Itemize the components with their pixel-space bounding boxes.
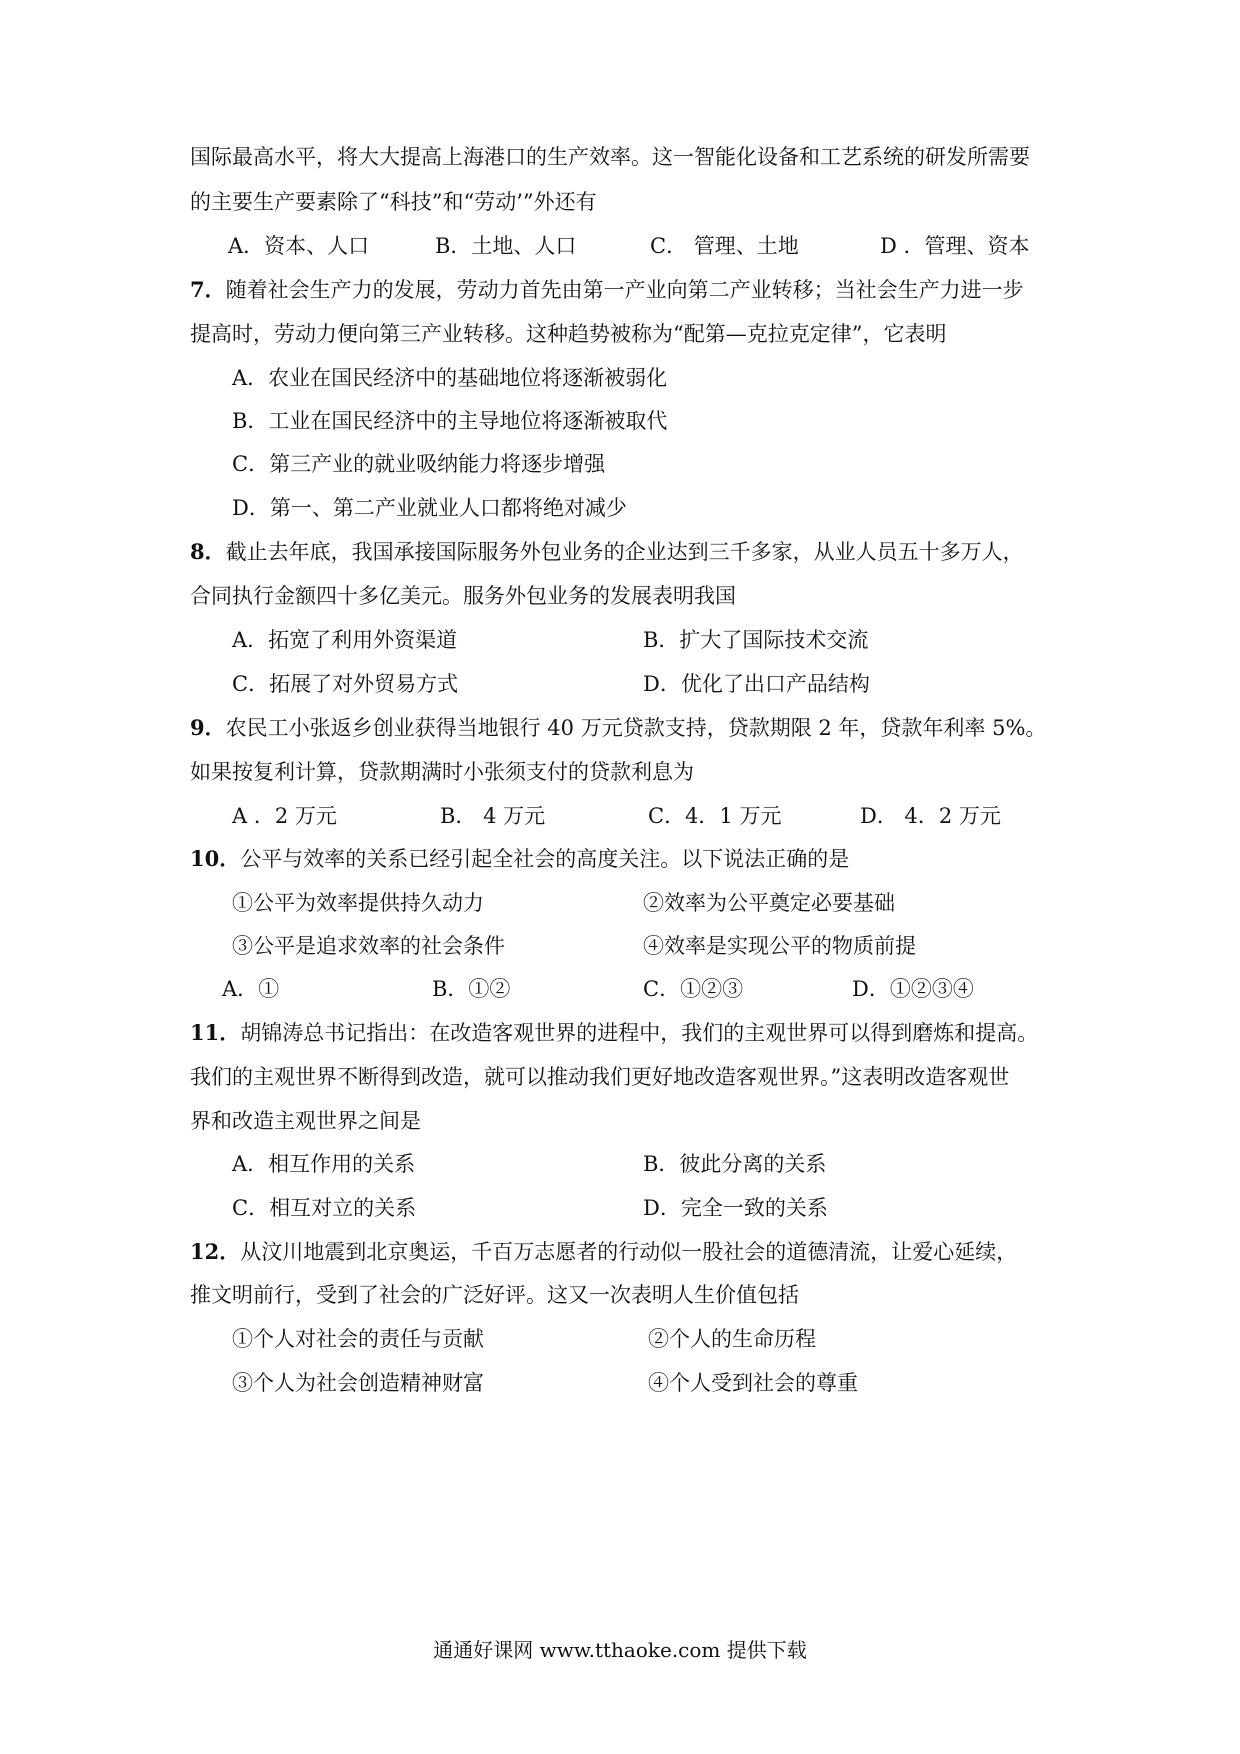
q10-statement-1: ①公平为效率提供持久动力	[232, 891, 484, 915]
q9-option-b: B． 4 万元	[440, 804, 546, 828]
q6-option-a: A．资本、人口	[228, 234, 370, 258]
q7-option-a: A．农业在国民经济中的基础地位将逐渐被弱化	[232, 366, 668, 390]
q11-option-a: A．相互作用的关系	[232, 1152, 416, 1176]
q10-statement-2: ②效率为公平奠定必要基础	[643, 891, 895, 915]
q7-option-d: D．第一、第二产业就业人口都将绝对减少	[232, 496, 627, 520]
q11-option-b: B．彼此分离的关系	[643, 1152, 827, 1176]
q10-statement-4: ④效率是实现公平的物质前提	[643, 934, 916, 958]
q7-option-c: C．第三产业的就业吸纳能力将逐步增强	[232, 452, 606, 476]
q10-option-b: B．①②	[432, 977, 511, 1001]
q9-option-c: C．4．1 万元	[648, 804, 782, 828]
q6-option-c: C． 管理、土地	[650, 234, 799, 258]
q11-line1	[190, 1019, 1038, 1047]
q6-option-b: B．土地、人口	[435, 234, 577, 258]
q8-text: 截止去年底，我国承接国际服务外包业务的企业达到三千多家，从业人员五十多万人，	[225, 540, 1024, 564]
q12-line2: 推文明前行，受到了社会的广泛好评。这又一次表明人生价值包括	[190, 1283, 799, 1307]
q10-option-a: A．①	[222, 977, 280, 1001]
q10-statement-3: ③公平是追求效率的社会条件	[232, 934, 505, 958]
q12-statement-1: ①个人对社会的责任与贡献	[232, 1327, 484, 1351]
q7-line1	[190, 276, 1024, 304]
q9-option-d: D． 4．2 万元	[860, 804, 1001, 828]
q7-option-b: B．工业在国民经济中的主导地位将逐渐被取代	[232, 409, 668, 433]
q6-option-d: D ．管理、资本	[880, 234, 1030, 258]
q11-number: 11．	[190, 1020, 241, 1045]
q10-option-d: D．①②③④	[852, 977, 974, 1001]
q10-number: 10．	[190, 846, 241, 871]
q12-statement-2: ②个人的生命历程	[648, 1327, 816, 1351]
q11-text: 胡锦涛总书记指出：在改造客观世界的进程中，我们的主观世界可以得到磨炼和提高。	[240, 1021, 1039, 1045]
q7-text: 随着社会生产力的发展，劳动力首先由第一产业向第二产业转移；当社会生产力进一步	[225, 278, 1024, 302]
q9-option-a: A ．2 万元	[232, 804, 337, 828]
q8-option-a: A．拓宽了利用外资渠道	[232, 628, 458, 652]
page-footer: 通通好课网 www.tthaoke.com 提供下载	[433, 1638, 807, 1662]
q11-line3: 界和改造主观世界之间是	[190, 1109, 421, 1133]
q7-number: 7．	[190, 277, 226, 302]
q8-line2: 合同执行金额四十多亿美元。服务外包业务的发展表明我国	[190, 584, 736, 608]
q8-number: 8．	[190, 539, 226, 564]
q11-line2: 我们的主观世界不断得到改造，就可以推动我们更好地改造客观世界。”这表明改造客观世	[190, 1065, 1010, 1089]
q9-line2: 如果按复利计算，贷款期满时小张须支付的贷款利息为	[190, 760, 694, 784]
q12-statement-3: ③个人为社会创造精神财富	[232, 1371, 484, 1395]
q12-text: 从汶川地震到北京奥运，千百万志愿者的行动似一股社会的道德清流，让爱心延续，	[240, 1240, 1018, 1264]
q6-line1: 国际最高水平，将大大提高上海港口的生产效率。这一智能化设备和工艺系统的研发所需要	[190, 145, 1030, 169]
q12-statement-4: ④个人受到社会的尊重	[648, 1371, 858, 1395]
q6-line2: 的主要生产要素除了“科技”和“劳动’”外还有	[190, 190, 597, 214]
q10-line1	[190, 845, 849, 873]
q8-option-c: C．拓展了对外贸易方式	[232, 672, 459, 696]
q9-line1	[190, 714, 1046, 742]
q8-option-d: D．优化了出口产品结构	[643, 672, 870, 696]
q9-number: 9．	[190, 715, 226, 740]
q11-option-c: C．相互对立的关系	[232, 1196, 417, 1220]
q12-line1	[190, 1238, 1017, 1266]
q9-text: 农民工小张返乡创业获得当地银行 40 万元贷款支持，贷款期限 2 年，贷款年利率 5%。	[225, 716, 1047, 740]
q10-option-c: C．①②③	[643, 977, 744, 1001]
q8-option-b: B．扩大了国际技术交流	[643, 628, 869, 652]
q10-text: 公平与效率的关系已经引起全社会的高度关注。以下说法正确的是	[240, 847, 850, 871]
q7-line2: 提高时，劳动力便向第三产业转移。这种趋势被称为“配第—克拉克定律”，它表明	[190, 322, 947, 346]
q8-line1	[190, 538, 1024, 566]
q12-number: 12．	[190, 1239, 241, 1264]
q11-option-d: D．完全一致的关系	[643, 1196, 828, 1220]
